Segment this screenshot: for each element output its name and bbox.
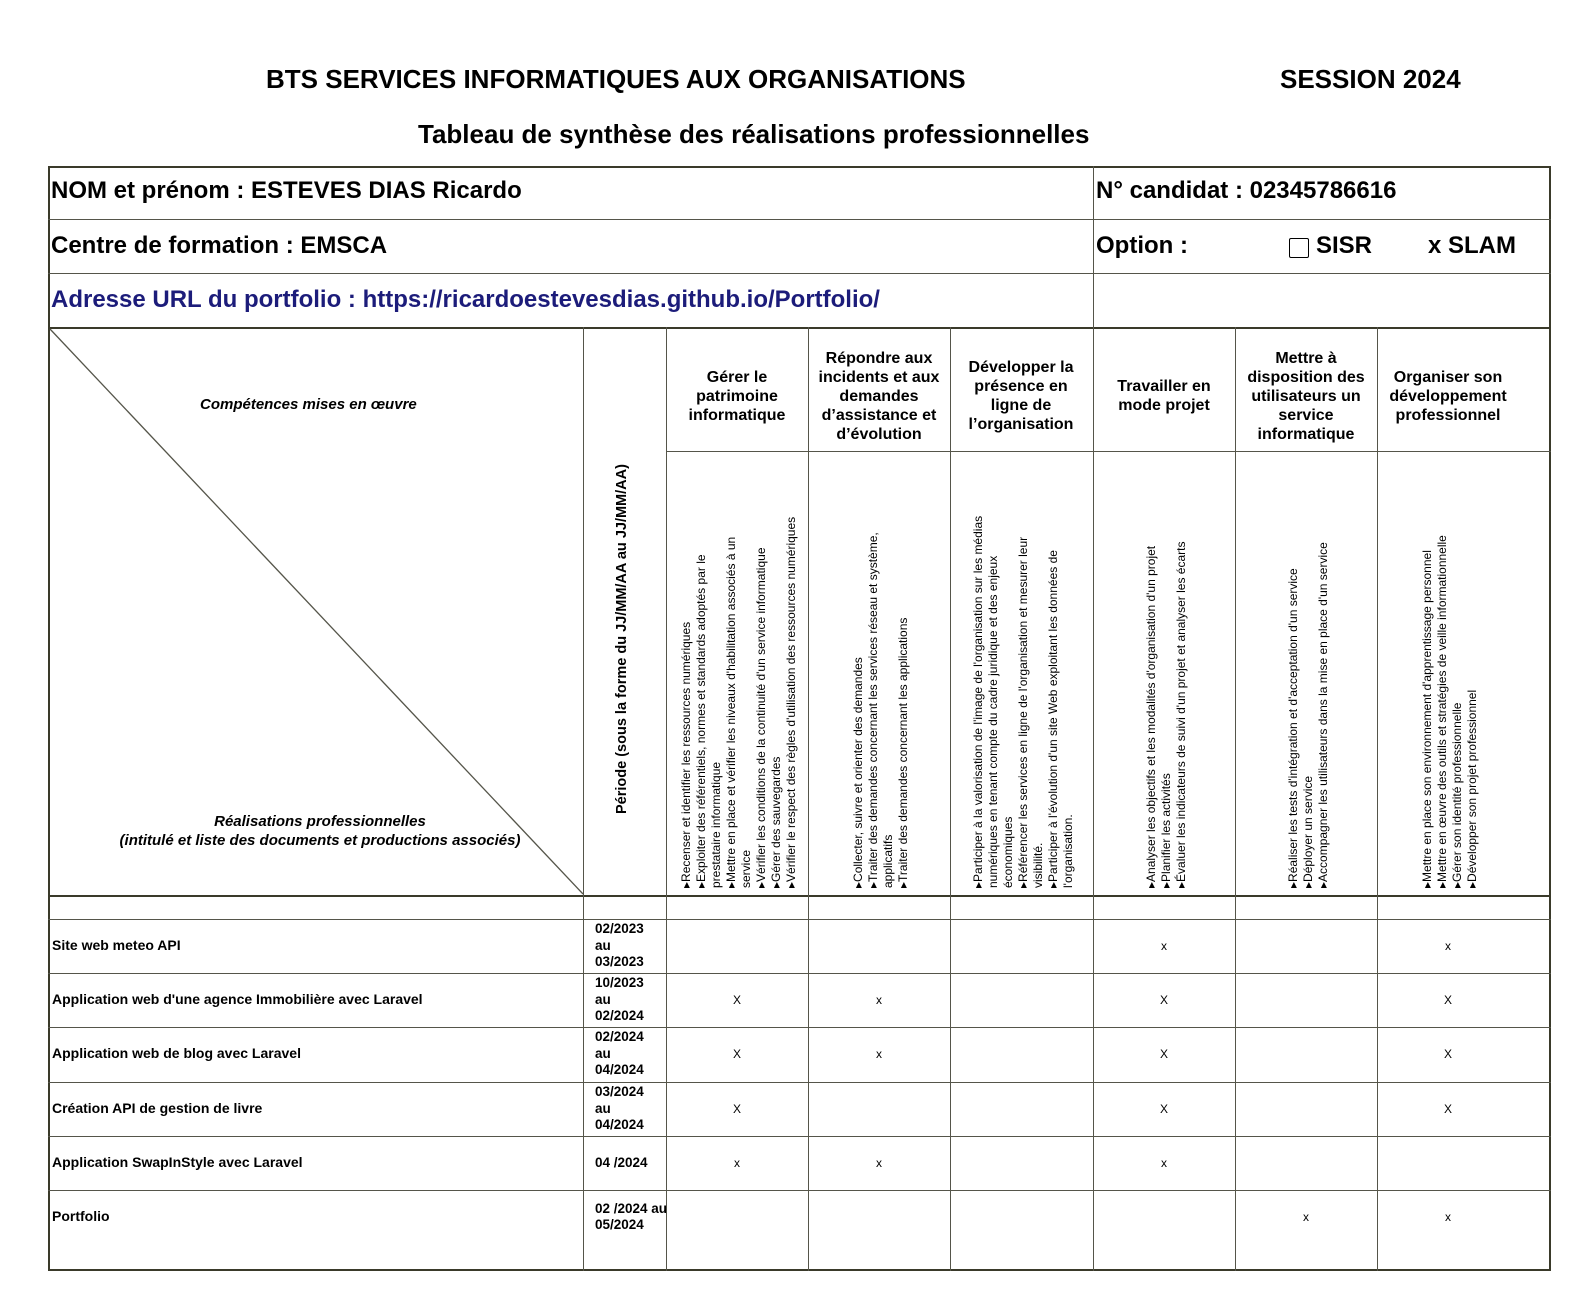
portfolio-url-line <box>51 286 880 314</box>
divider <box>48 973 1551 974</box>
competence-item: visibilité. <box>1030 842 1045 888</box>
competence-item: service <box>739 849 753 888</box>
option-label: Option : <box>1096 232 1188 259</box>
realisation-title: Site web meteo API <box>52 937 181 953</box>
realisation-title: Création API de gestion de livre <box>52 1100 263 1116</box>
realisation-period <box>595 1084 644 1134</box>
competence-item: l'organisation. <box>1060 814 1075 888</box>
competence-item: applicatifs <box>881 834 895 888</box>
option-sisr: SISR <box>1316 232 1373 259</box>
period-line: 03/2024 <box>595 1084 644 1100</box>
competences-label: Compétences mises en œuvre <box>200 396 417 413</box>
divider <box>48 1136 1551 1137</box>
realisation-period <box>595 975 644 1025</box>
competence-item: ▸Mettre en œuvre des outils et stratégies de veille informationnelle <box>1435 535 1449 888</box>
period-header: Période (sous la forme du JJ/MM/AA au JJ/MM/AA) <box>614 464 630 814</box>
competence-mark: x <box>1445 1210 1451 1224</box>
period-line: 04/2024 <box>595 1062 644 1078</box>
divider <box>666 327 667 1271</box>
competence-title: Gérer le patrimoine informatique <box>688 368 786 424</box>
competence-item: ▸Développer son projet professionnel <box>1465 689 1479 888</box>
divider <box>1377 327 1378 1271</box>
divider <box>48 895 1551 897</box>
period-line: 05/2024 <box>595 1217 644 1232</box>
competence-item: ▸Gérer son identité professionnelle <box>1450 702 1464 888</box>
document-subtitle: Tableau de synthèse des réalisations professionnelles <box>418 119 1090 149</box>
competence-mark: x <box>876 1156 882 1170</box>
competence-item: ▸Analyser les objectifs et les modalités d'organisation d'un projet <box>1143 545 1158 888</box>
competence-mark: x <box>1161 1156 1167 1170</box>
realisations-label <box>60 812 580 850</box>
divider <box>1093 166 1094 327</box>
option-slam: x SLAM <box>1428 232 1517 259</box>
competence-mark: x <box>876 993 882 1007</box>
session-label: SESSION 2024 <box>1280 64 1461 94</box>
realisation-title: Application SwapInStyle avec Laravel <box>52 1154 303 1170</box>
competence-item: prestataire informatique <box>709 761 723 888</box>
competence-item: ▸Vérifier les conditions de la continuité d'un service informatique <box>754 547 768 888</box>
divider <box>950 327 951 1271</box>
candidate-number: N° candidat : 02345786616 <box>1096 177 1397 204</box>
realisation-title: Portfolio <box>52 1208 110 1224</box>
competence-mark: X <box>1159 993 1169 1007</box>
competence-item: ▸Traiter des demandes concernant les applications <box>896 617 910 888</box>
period-line: 02/2024 <box>595 1008 644 1024</box>
competence-item: ▸Évaluer les indicateurs de suivi d'un projet et analyser les écarts <box>1173 541 1188 888</box>
competence-item: ▸Déployer un service <box>1300 775 1315 888</box>
period-line: 03/2023 <box>595 954 644 970</box>
divider <box>48 919 1551 920</box>
period-line: 02/2024 <box>595 1029 644 1045</box>
competence-item: ▸Référencer les services en ligne de l'organisation et mesurer leur <box>1015 536 1030 888</box>
competence-title: Développer la présence en ligne de l’organisation <box>968 359 1074 433</box>
competence-item: économiques <box>1000 816 1015 888</box>
divider <box>48 219 1551 220</box>
period-line: au <box>595 1100 611 1116</box>
divider <box>48 273 1551 274</box>
document-title: BTS SERVICES INFORMATIQUES AUX ORGANISATIONS <box>266 64 966 94</box>
competence-mark: X <box>1159 1102 1169 1116</box>
competence-item: ▸Planifier les activités <box>1158 773 1173 888</box>
competence-title: Mettre à disposition des utilisateurs un service informatique <box>1247 349 1365 443</box>
competence-mark: X <box>732 1047 742 1061</box>
portfolio-label: Adresse URL du portfolio : <box>51 286 363 313</box>
competence-item: ▸Participer à la valorisation de l'image de l'organisation sur les médias <box>970 515 985 888</box>
realisation-title: Application web d'une agence Immobilière avec Laravel <box>52 991 423 1007</box>
competence-item: ▸Recenser et identifier les ressources numériques <box>679 621 693 888</box>
competence-title: Répondre aux incidents et aux demandes d’assistance et d’évolution <box>818 349 940 443</box>
realisation-period <box>595 921 644 971</box>
competence-item: numériques en tenant compte du cadre juridique et des enjeux <box>985 555 1000 888</box>
period-line: 04/2024 <box>595 1117 644 1133</box>
competence-item: ▸Participer à l'évolution d'un site Web exploitant les données de <box>1045 550 1060 888</box>
portfolio-link[interactable]: https://ricardoestevesdias.github.io/Portfolio/ <box>362 286 880 313</box>
divider <box>808 327 809 1271</box>
competence-title: Travailler en mode projet <box>1117 378 1211 414</box>
competence-mark: X <box>732 1102 742 1116</box>
divider <box>48 1082 1551 1083</box>
competence-title: Organiser son développement professionnel <box>1389 368 1507 424</box>
competence-item: ▸Réaliser les tests d'intégration et d'acceptation d'un service <box>1285 568 1300 888</box>
competence-mark: x <box>1161 939 1167 953</box>
competence-mark: X <box>1443 1047 1453 1061</box>
competence-mark: X <box>732 993 742 1007</box>
competence-item: ▸Mettre en place et vérifier les niveaux d'habilitation associés à un <box>724 536 738 888</box>
period-line: 02 /2024 au <box>595 1200 668 1216</box>
competence-mark: x <box>876 1047 882 1061</box>
competence-item: ▸Gérer des sauvegardes <box>769 756 783 888</box>
competence-mark: X <box>1443 993 1453 1007</box>
competence-item: ▸Accompagner les utilisateurs dans la mise en place d'un service <box>1315 542 1330 888</box>
training-center: Centre de formation : EMSCA <box>51 232 388 259</box>
competence-item: ▸Mettre en place son environnement d'apprentissage personnel <box>1420 550 1434 888</box>
competence-item: ▸Exploiter des référentiels, normes et standards adoptés par le <box>694 554 708 888</box>
competence-item: ▸Collecter, suivre et orienter des demandes <box>851 657 865 888</box>
divider <box>48 1190 1551 1191</box>
period-line: 10/2023 <box>595 975 644 991</box>
competence-mark: x <box>1303 1210 1309 1224</box>
candidate-name: NOM et prénom : ESTEVES DIAS Ricardo <box>51 177 522 204</box>
realisation-period <box>595 1155 648 1172</box>
divider <box>1235 327 1236 1271</box>
realisations-title: Réalisations professionnelles <box>214 813 426 830</box>
competence-mark: X <box>1443 1102 1453 1116</box>
divider <box>1093 327 1094 1271</box>
competence-item: ▸Vérifier le respect des règles d'utilisation des ressources numériques <box>784 516 798 888</box>
competence-mark: x <box>1445 939 1451 953</box>
period-line: au <box>595 991 611 1007</box>
divider <box>48 1027 1551 1028</box>
sisr-checkbox <box>1289 238 1309 258</box>
period-line: au <box>595 937 611 953</box>
realisation-period <box>595 1201 667 1234</box>
realisations-subtitle: (intitulé et liste des documents et productions associés) <box>119 832 521 849</box>
competence-mark: X <box>1159 1047 1169 1061</box>
competence-mark: x <box>734 1156 740 1170</box>
period-line: au <box>595 1045 611 1061</box>
period-line: 04 /2024 <box>595 1154 648 1170</box>
period-line: 02/2023 <box>595 921 644 937</box>
realisation-title: Application web de blog avec Laravel <box>52 1045 301 1061</box>
competence-item: ▸Traiter des demandes concernant les services réseau et système, <box>866 532 880 888</box>
realisation-period <box>595 1029 644 1079</box>
